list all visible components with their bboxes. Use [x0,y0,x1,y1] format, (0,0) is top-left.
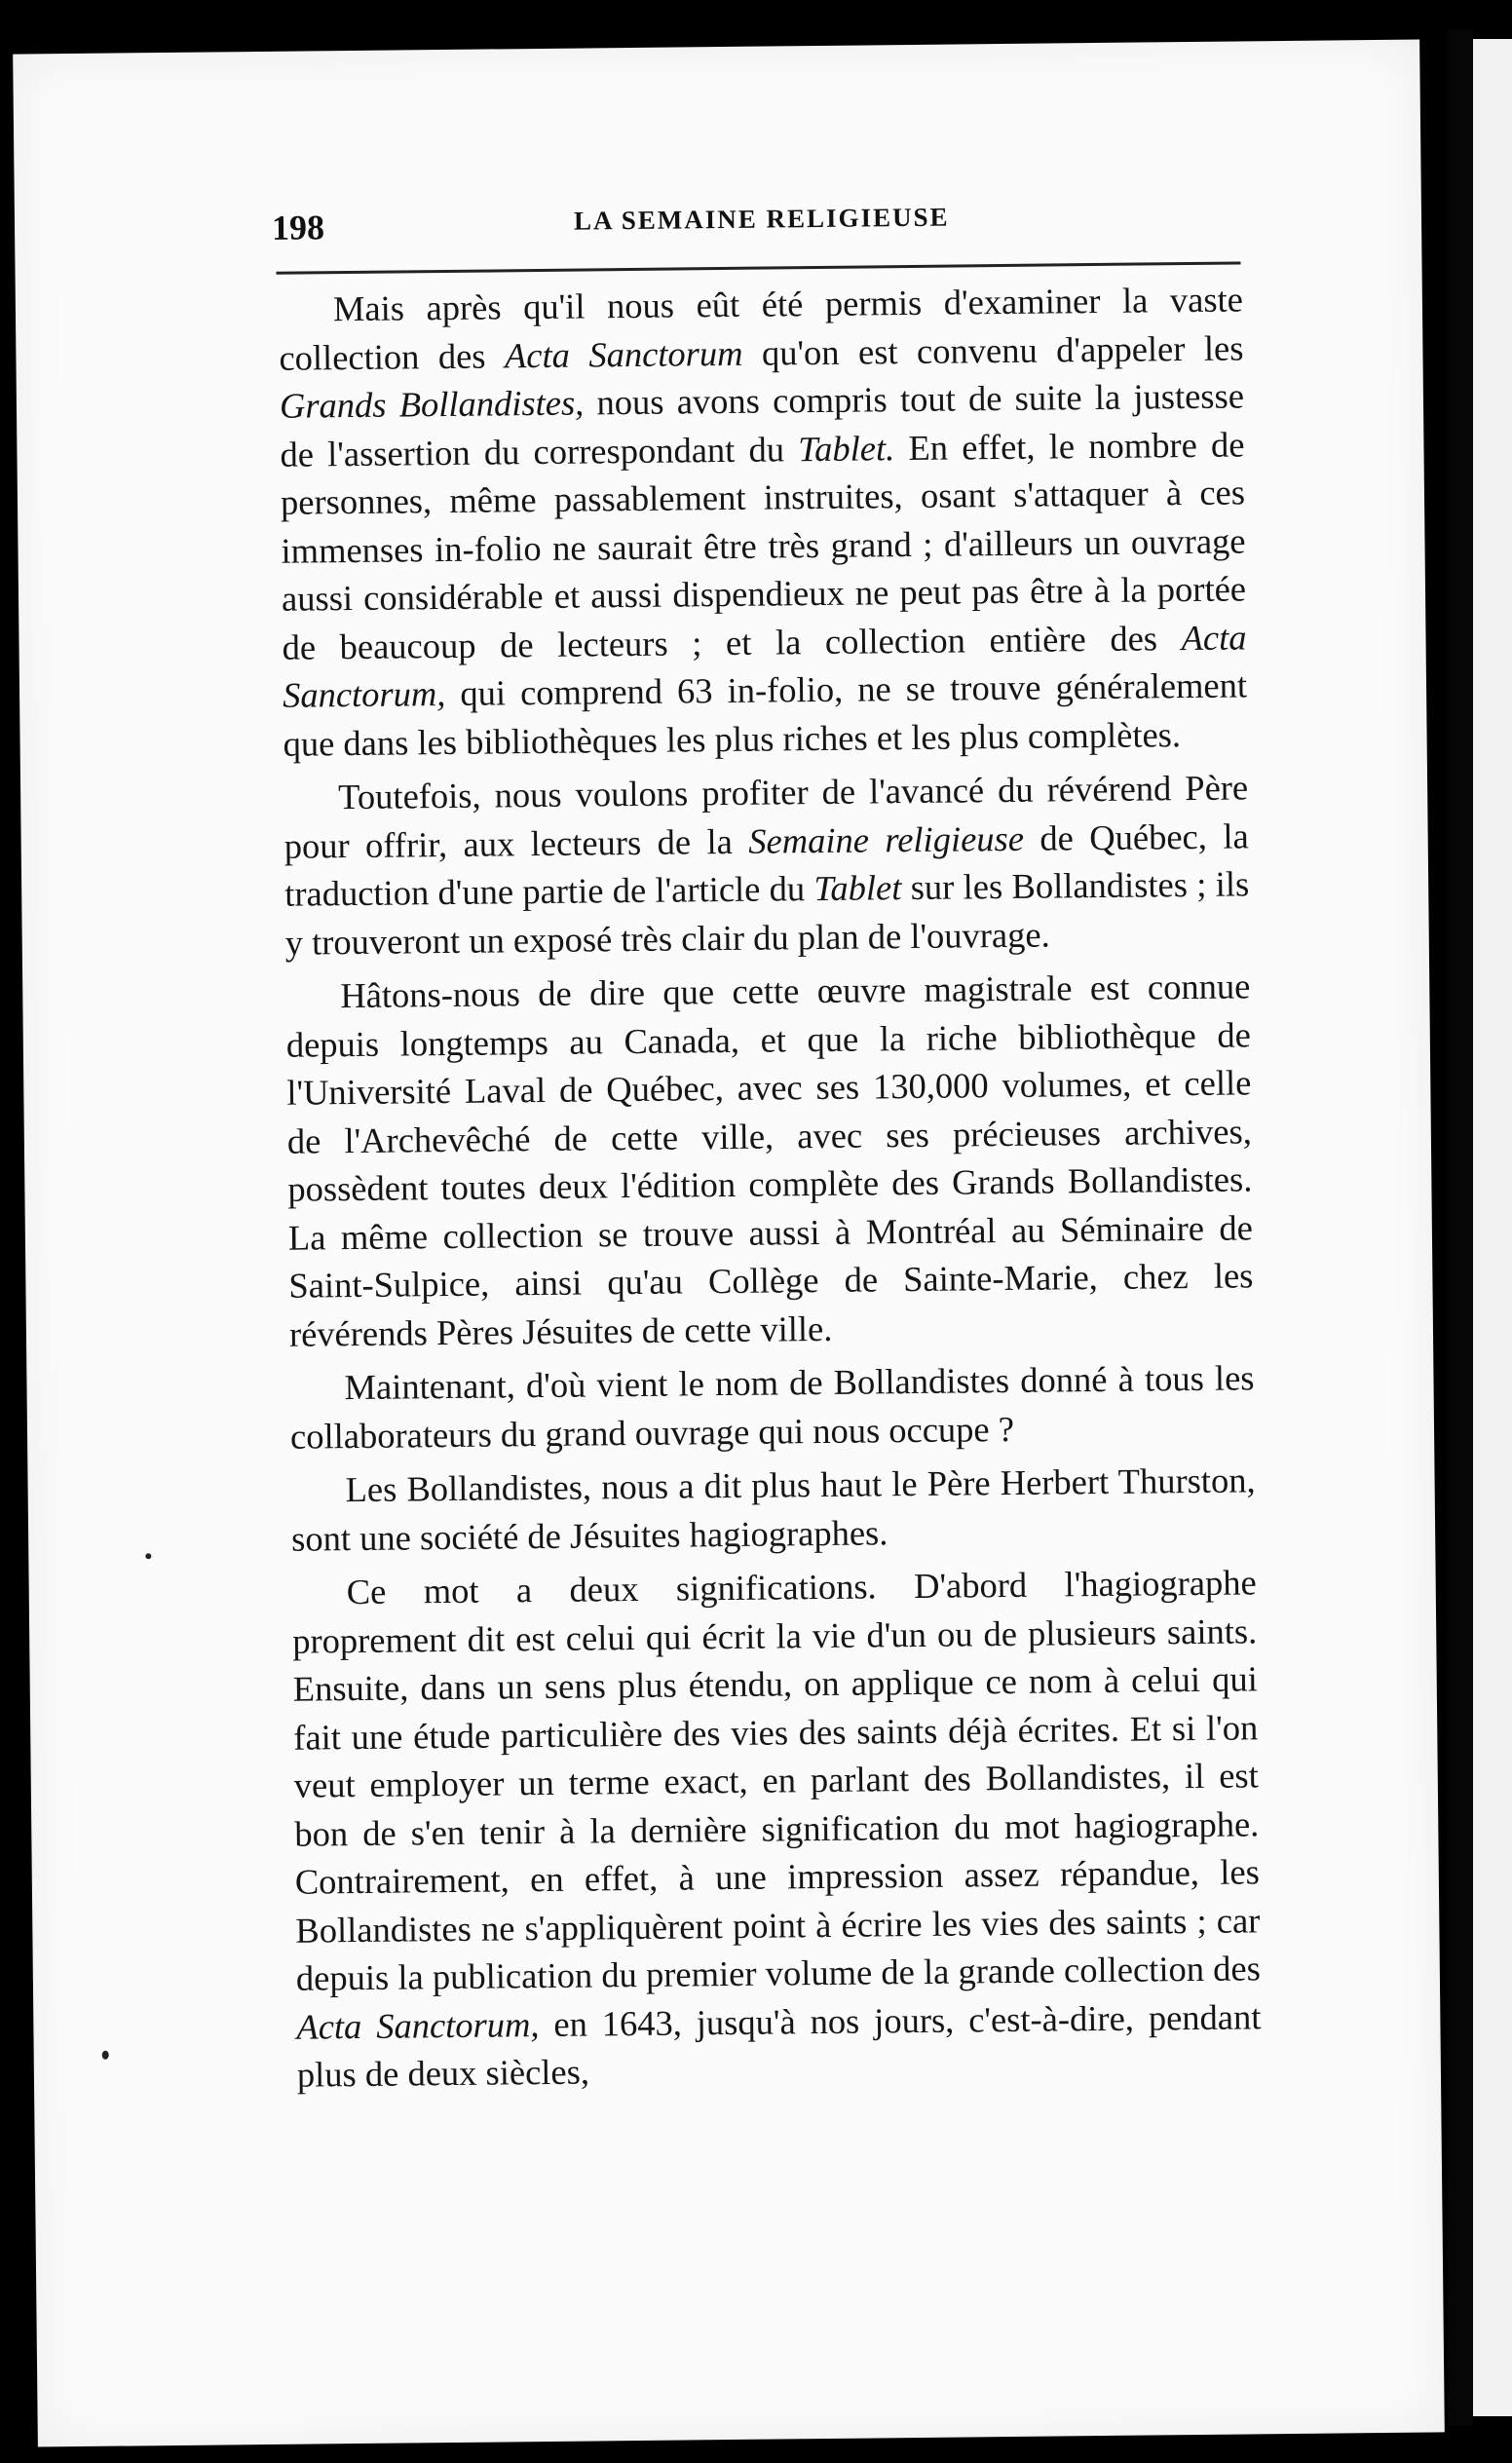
italic-title: Tablet. [797,427,895,469]
page-header [272,197,1247,265]
text-run: qui comprend 63 in-folio, ne se trouve généralement que dans les bibliothèques les plus riches et les plus complètes. [283,664,1248,764]
text-run: Toutefois, nous voulons profiter de l'avancé du révérend Père pour offrir, aux lecteurs de la [284,767,1249,866]
text-run: de Québec, la traduction d'une partie de l'article du [284,815,1249,914]
page-gutter [1448,29,1473,2426]
italic-title: Acta Sanctorum, [296,2003,540,2047]
text-run: Ce mot a deux significations. D'abord l'hagiographe proprement dit est celui qui écrit la vie d'un ou de plusieurs saints. Ensuite, dans un sens plus étendu, on applique ce nom à celui qui fait une étude particulière des vies des saints déjà écrites. Et si l'on veut employer un terme exact, en parlant des Bollandistes, il est bon de s'en tenir à la dernière signification du mot hagiographe. Contrairement, en effet, à une impression assez répandue, les Bollandistes ne s'appliquèrent point à écrire les vies des saints ; car depuis la publication du premier volume de la grande collection des [292,1562,1262,1998]
text-run: en 1643, jusqu'à nos jours, c'est-à-dire, pendant plus de deux siècles, [296,1995,1262,2095]
text-run: En effet, le nombre de personnes, même passablement instruites, osant s'attaquer à ces immenses in-folio ne saurait être très grand ; d'ailleurs un ouvrage aussi considérable et aussi dispendieux ne peut pas être à la portée de beaucoup de lecteurs ; et la collection entière des [280,423,1247,667]
adjacent-page-edge [1473,39,1512,2416]
italic-title: Acta Sanctorum, [282,616,1247,715]
italic-title: Semaine religieuse [748,817,1025,861]
body-text [279,275,1263,2104]
paragraph [284,763,1250,966]
text-run: qu'on est convenu d'appeler les [742,326,1244,373]
paragraph [279,275,1248,767]
text-run: Mais après qu'il nous eût été permis d'examiner la vaste collection des [279,279,1244,378]
paragraph [285,962,1254,1357]
italic-title: Tablet [813,867,902,909]
text-run: sur les Bollandistes ; ils y trouveront un exposé très clair du plan de l'ouvrage. [284,863,1250,963]
text-run: nous avons compris tout de suite la justesse de l'assertion du correspondant du [280,375,1245,474]
paragraph [291,1558,1262,2099]
paragraph [289,1353,1255,1459]
paragraph [290,1456,1256,1562]
running-title: LA SEMAINE RELIGIEUSE [573,202,950,236]
italic-title: Acta Sanctorum [504,332,743,375]
page-number: 198 [271,208,325,247]
print-speck [145,1553,151,1559]
text-run: Hâtons-nous de dire que cette œuvre magistrale est connue depuis longtemps au Canada, et que la riche bibliothèque de l'Université Laval de Québec, avec ses 130,000 volumes, et celle de l'Archevêché de cette ville, avec ses précieuses archives, possèdent toutes deux l'édition complète des Grands Bollandistes. La même collection se trouve aussi à Montréal au Séminaire de Saint-Sulpice, ainsi qu'au Collège de Sainte-Marie, chez les révérends Pères Jésuites de cette ville. [285,966,1254,1354]
italic-title: Grands Bollandistes, [279,382,585,426]
book-page [13,40,1445,2447]
text-run: Les Bollandistes, nous a dit plus haut le Père Herbert Thurston, sont une société de Jésuites hagiographes. [290,1459,1256,1559]
print-speck [102,2051,109,2060]
text-run: Maintenant, d'où vient le nom de Bollandistes donné à tous les collaborateurs du grand ouvrage qui nous occupe ? [289,1357,1255,1457]
